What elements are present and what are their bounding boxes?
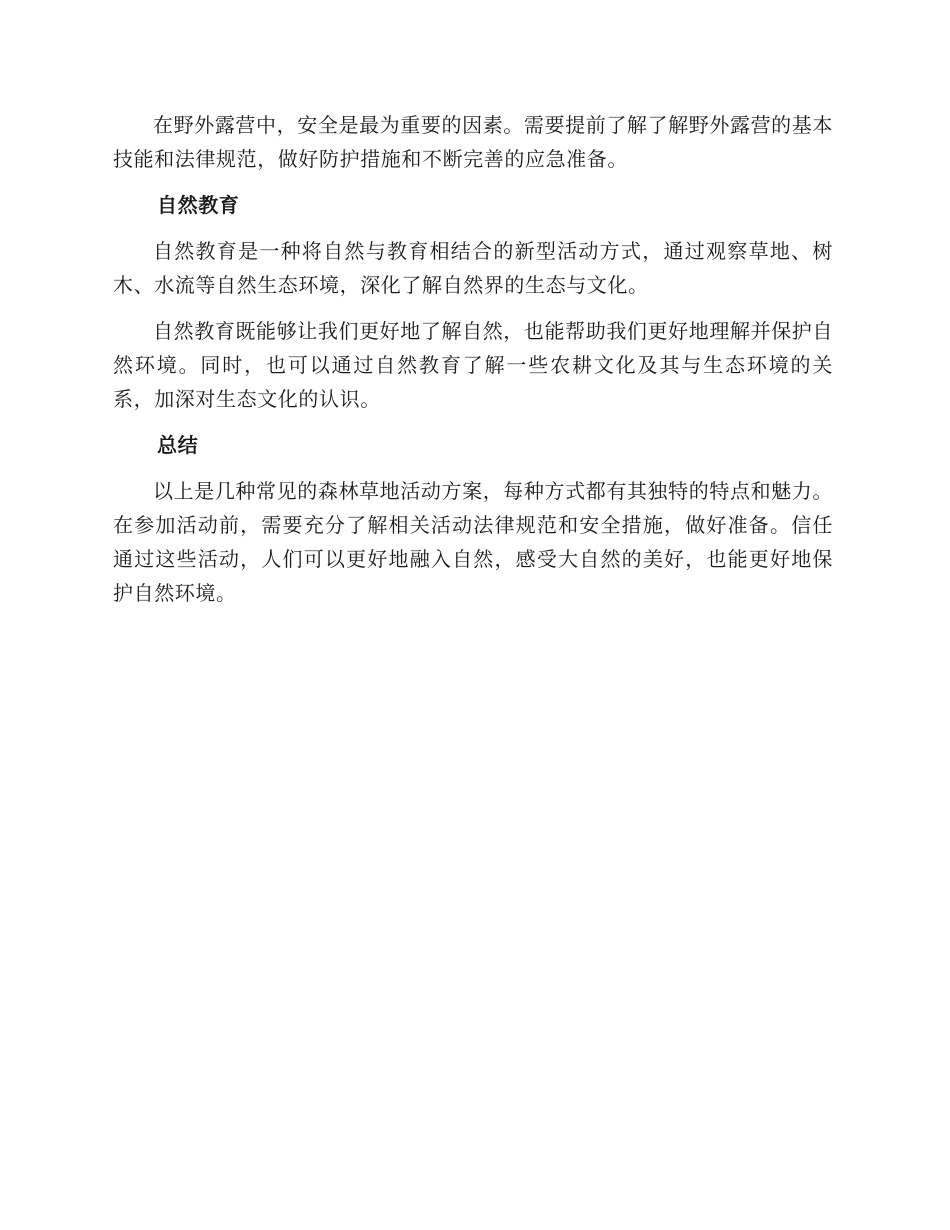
- paragraph-nature-education-intro: 自然教育是一种将自然与教育相结合的新型活动方式，通过观察草地、树木、水流等自然生态环境，深化了解自然界的生态与文化。: [113, 239, 833, 297]
- paragraph-nature-education-benefits: 自然教育既能够让我们更好地了解自然，也能帮助我们更好地理解并保护自然环境。同时，也可以通过自然教育了解一些农耕文化及其与生态环境的关系，加深对生态文化的认识。: [113, 319, 833, 411]
- document-page: [113, 108, 833, 622]
- heading-summary: 总结: [157, 433, 199, 457]
- paragraph-camping-safety: 在野外露营中，安全是最为重要的因素。需要提前了解了解野外露营的基本技能和法律规范，做好防护措施和不断完善的应急准备。: [113, 113, 833, 171]
- paragraph-summary: 以上是几种常见的森林草地活动方案，每种方式都有其独特的特点和魅力。在参加活动前，需要充分了解相关活动法律规范和安全措施，做好准备。信任通过这些活动，人们可以更好地融入自然，感受大自然的美好，也能更好地保护自然环境。: [113, 479, 833, 605]
- heading-nature-education: 自然教育: [157, 193, 240, 217]
